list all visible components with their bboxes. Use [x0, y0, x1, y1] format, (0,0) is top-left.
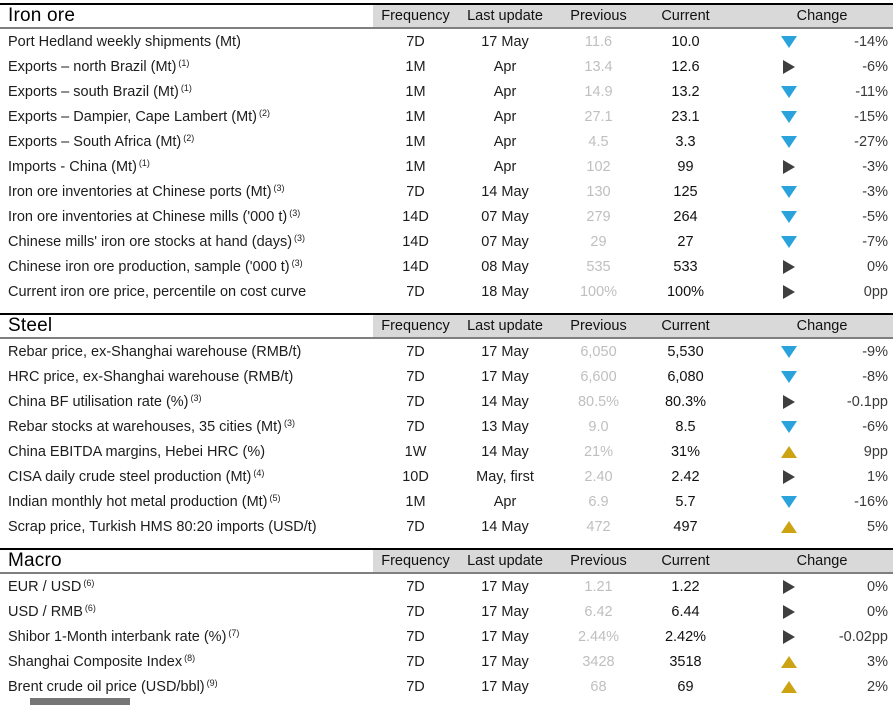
flat-arrow-icon: [779, 395, 799, 409]
indicator-label-text: Rebar stocks at warehouses, 35 cities (Mt): [8, 418, 282, 435]
column-header-band: [373, 5, 893, 27]
footnote-ref: (3): [284, 417, 295, 428]
change-value: 3%: [867, 653, 888, 670]
indicator-label-text: CISA daily crude steel production (Mt): [8, 468, 252, 485]
down-arrow-icon: [779, 236, 799, 248]
current-value: 2.42%: [664, 628, 707, 645]
current-value: 31%: [670, 443, 701, 460]
previous-value: 27.1: [584, 108, 613, 125]
current-value: 23.1: [671, 108, 700, 125]
section-header: [0, 548, 893, 574]
indicator-label-text: Indian monthly hot metal production (Mt): [8, 493, 268, 510]
indicator-label-text: Exports – south Brazil (Mt): [8, 83, 179, 100]
footnote-ref: (4): [253, 467, 265, 478]
indicator-label-text: USD / RMB: [8, 603, 83, 620]
indicator-label-text: Imports - China (Mt): [8, 158, 137, 175]
change-value: -8%: [862, 368, 888, 385]
frequency-value: 1M: [405, 83, 426, 100]
frequency-value: 7D: [406, 653, 425, 670]
column-header-previous: Previous: [570, 8, 627, 24]
change-value: -9%: [862, 343, 888, 360]
previous-value: 13.4: [584, 58, 613, 75]
current-value: 3.3: [675, 133, 696, 150]
previous-value: 68: [590, 678, 607, 695]
change-value: 0%: [867, 603, 888, 620]
footnote-ref: (6): [84, 602, 96, 613]
frequency-value: 7D: [406, 393, 425, 410]
current-value: 12.6: [671, 58, 700, 75]
up-arrow-icon: [779, 681, 799, 693]
previous-value: 6,050: [580, 343, 617, 360]
indicator-label: [0, 444, 373, 460]
section-header: [0, 313, 893, 339]
flat-arrow-icon: [779, 580, 799, 594]
column-header-last-update: Last update: [467, 318, 543, 334]
current-value: 27: [677, 233, 694, 250]
indicator-label: [0, 519, 373, 535]
previous-value: 21%: [583, 443, 614, 460]
indicator-label-text: Exports – South Africa (Mt): [8, 133, 182, 150]
previous-value: 472: [586, 518, 611, 535]
table-row: [0, 364, 893, 389]
change-value: 9pp: [863, 443, 888, 460]
indicator-label: [0, 419, 373, 435]
last-update-value: 17 May: [481, 603, 529, 620]
column-header-frequency: Frequency: [381, 8, 450, 24]
previous-value: 80.5%: [577, 393, 620, 410]
table-row: [0, 29, 893, 54]
frequency-value: 7D: [406, 183, 425, 200]
up-arrow-icon: [779, 446, 799, 458]
flat-arrow-icon: [779, 160, 799, 174]
current-value: 497: [673, 518, 698, 535]
current-value: 533: [673, 258, 698, 275]
change-cell: [726, 134, 893, 150]
indicator-label-text: EUR / USD: [8, 578, 82, 595]
change-value: -7%: [862, 233, 888, 250]
change-cell: [726, 654, 893, 670]
column-header-current: Current: [661, 553, 710, 569]
indicator-label: [0, 629, 373, 645]
indicator-label-text: Shanghai Composite Index: [8, 653, 183, 670]
indicator-label-text: Rebar price, ex-Shanghai warehouse (RMB/t): [8, 343, 302, 360]
previous-value: 9.0: [588, 418, 609, 435]
indicator-label: [0, 234, 373, 250]
change-cell: [726, 159, 893, 175]
footnote-ref: (1): [180, 82, 192, 93]
indicator-label: [0, 394, 373, 410]
table-row: [0, 649, 893, 674]
column-header-frequency: Frequency: [381, 318, 450, 334]
frequency-value: 14D: [402, 208, 429, 225]
last-update-value: Apr: [493, 83, 517, 100]
table-row: [0, 389, 893, 414]
down-arrow-icon: [779, 86, 799, 98]
flat-arrow-icon: [779, 470, 799, 484]
last-update-value: 08 May: [481, 258, 529, 275]
table-row: [0, 54, 893, 79]
table-row: [0, 279, 893, 304]
flat-arrow-icon: [779, 260, 799, 274]
change-value: 1%: [867, 468, 888, 485]
change-cell: [726, 519, 893, 535]
current-value: 3518: [669, 653, 702, 670]
current-value: 80.3%: [664, 393, 707, 410]
change-cell: [726, 284, 893, 300]
indicator-label-text: China BF utilisation rate (%): [8, 393, 189, 410]
previous-value: 6,600: [580, 368, 617, 385]
current-value: 1.22: [671, 578, 700, 595]
current-value: 6,080: [667, 368, 704, 385]
indicator-label-text: Brent crude oil price (USD/bbl): [8, 678, 205, 695]
frequency-value: 1M: [405, 158, 426, 175]
indicator-label: [0, 494, 373, 510]
table-row: [0, 229, 893, 254]
last-update-value: 17 May: [481, 33, 529, 50]
column-header-current: Current: [661, 8, 710, 24]
last-update-value: 13 May: [481, 418, 529, 435]
current-value: 8.5: [675, 418, 696, 435]
frequency-value: 7D: [406, 578, 425, 595]
change-value: -15%: [854, 108, 888, 125]
frequency-value: 14D: [402, 233, 429, 250]
change-value: -3%: [862, 183, 888, 200]
indicator-label: [0, 209, 373, 225]
table-row: [0, 414, 893, 439]
column-header-previous: Previous: [570, 318, 627, 334]
section-rows: [0, 339, 893, 539]
change-value: -16%: [854, 493, 888, 510]
previous-value: 14.9: [584, 83, 613, 100]
footnote-ref: (3): [294, 232, 306, 243]
indicator-label: [0, 654, 373, 670]
indicator-label: [0, 604, 373, 620]
change-cell: [726, 579, 893, 595]
current-value: 6.44: [671, 603, 700, 620]
table-row: [0, 179, 893, 204]
down-arrow-icon: [779, 136, 799, 148]
frequency-value: 1M: [405, 133, 426, 150]
indicator-label-text: Chinese mills' iron ore stocks at hand (days): [8, 233, 293, 250]
previous-value: 2.44%: [577, 628, 620, 645]
table-row: [0, 79, 893, 104]
indicator-label: [0, 344, 373, 360]
table-row: [0, 489, 893, 514]
current-value: 264: [673, 208, 698, 225]
section-title: Macro: [8, 550, 62, 571]
table-row: [0, 674, 893, 699]
footnote-ref: (1): [178, 57, 190, 68]
change-cell: [726, 34, 893, 50]
indicator-label-text: Scrap price, Turkish HMS 80:20 imports (USD/t): [8, 518, 317, 535]
last-update-value: 14 May: [481, 518, 529, 535]
footnote-ref: (8): [184, 652, 196, 663]
frequency-value: 7D: [406, 283, 425, 300]
frequency-value: 7D: [406, 33, 425, 50]
footnote-ref: (3): [190, 392, 202, 403]
indicator-label-text: Exports – north Brazil (Mt): [8, 58, 177, 75]
flat-arrow-icon: [779, 630, 799, 644]
column-header-previous: Previous: [570, 553, 627, 569]
footnote-ref: (7): [228, 627, 240, 638]
column-header-change: Change: [796, 553, 848, 569]
last-update-value: 17 May: [481, 653, 529, 670]
footnote-ref: (3): [273, 182, 285, 193]
last-update-value: Apr: [493, 493, 517, 510]
frequency-value: 1M: [405, 108, 426, 125]
change-cell: [726, 494, 893, 510]
flat-arrow-icon: [779, 605, 799, 619]
change-cell: [726, 444, 893, 460]
column-header-current: Current: [661, 318, 710, 334]
frequency-value: 7D: [406, 603, 425, 620]
frequency-value: 7D: [406, 678, 425, 695]
footnote-ref: (3): [289, 207, 301, 218]
change-value: -11%: [855, 83, 888, 100]
indicator-label-text: Chinese iron ore production, sample ('000 t): [8, 258, 290, 275]
indicator-label-text: HRC price, ex-Shanghai warehouse (RMB/t): [8, 368, 294, 385]
footnote-ref: (2): [259, 107, 271, 118]
last-update-value: Apr: [493, 133, 517, 150]
flat-arrow-icon: [779, 285, 799, 299]
previous-value: 102: [586, 158, 611, 175]
indicator-label-text: Port Hedland weekly shipments (Mt): [8, 33, 241, 50]
indicator-label-text: China EBITDA margins, Hebei HRC (%): [8, 443, 266, 460]
current-value: 2.42: [671, 468, 700, 485]
previous-value: 6.9: [588, 493, 609, 510]
previous-value: 2.40: [584, 468, 613, 485]
frequency-value: 7D: [406, 343, 425, 360]
indicator-label: [0, 34, 373, 50]
table-row: [0, 599, 893, 624]
footnote-ref: (3): [291, 257, 303, 268]
change-cell: [726, 469, 893, 485]
change-value: 0%: [867, 578, 888, 595]
indicator-label: [0, 369, 373, 385]
section: [0, 3, 893, 304]
current-value: 125: [673, 183, 698, 200]
table-row: [0, 104, 893, 129]
previous-value: 3428: [582, 653, 615, 670]
table-row: [0, 129, 893, 154]
indicator-label: [0, 679, 373, 695]
previous-value: 100%: [579, 283, 618, 300]
indicator-label-text: Current iron ore price, percentile on cost curve: [8, 283, 307, 300]
last-update-value: Apr: [493, 108, 517, 125]
indicator-label: [0, 84, 373, 100]
frequency-value: 14D: [402, 258, 429, 275]
last-update-value: 17 May: [481, 628, 529, 645]
down-arrow-icon: [779, 496, 799, 508]
down-arrow-icon: [779, 421, 799, 433]
change-cell: [726, 109, 893, 125]
change-value: -6%: [862, 58, 888, 75]
change-value: -0.1pp: [846, 393, 888, 410]
frequency-value: 1M: [405, 58, 426, 75]
previous-value: 279: [586, 208, 611, 225]
table-row: [0, 624, 893, 649]
previous-value: 29: [590, 233, 607, 250]
last-update-value: 17 May: [481, 678, 529, 695]
table-row: [0, 339, 893, 364]
indicator-label: [0, 579, 373, 595]
previous-value: 130: [586, 183, 611, 200]
indicator-label: [0, 259, 373, 275]
indicator-label-text: Shibor 1-Month interbank rate (%): [8, 628, 227, 645]
down-arrow-icon: [779, 111, 799, 123]
change-value: 2%: [867, 678, 888, 695]
indicator-label: [0, 59, 373, 75]
column-header-last-update: Last update: [467, 8, 543, 24]
last-update-value: Apr: [493, 58, 517, 75]
change-cell: [726, 604, 893, 620]
section-title: Steel: [8, 315, 53, 336]
footnote-ref: (5): [269, 492, 281, 503]
up-arrow-icon: [779, 656, 799, 668]
change-cell: [726, 184, 893, 200]
table-row: [0, 439, 893, 464]
last-update-value: 14 May: [481, 183, 529, 200]
section: [0, 313, 893, 539]
frequency-value: 7D: [406, 628, 425, 645]
footnote-ref: (6): [83, 577, 95, 588]
section-rows: [0, 29, 893, 304]
current-value: 100%: [666, 283, 705, 300]
indicator-label: [0, 469, 373, 485]
section-header: [0, 3, 893, 29]
column-header-band: [373, 550, 893, 572]
table-row: [0, 154, 893, 179]
column-header-change: Change: [796, 318, 848, 334]
last-update-value: 18 May: [481, 283, 529, 300]
previous-value: 535: [586, 258, 611, 275]
change-cell: [726, 419, 893, 435]
last-update-value: 14 May: [481, 443, 529, 460]
change-cell: [726, 84, 893, 100]
indicator-label-text: Exports – Dampier, Cape Lambert (Mt): [8, 108, 258, 125]
indicator-label: [0, 109, 373, 125]
indicator-label: [0, 159, 373, 175]
last-update-value: Apr: [493, 158, 517, 175]
last-update-value: 07 May: [481, 208, 529, 225]
change-cell: [726, 369, 893, 385]
last-update-value: May, first: [476, 468, 534, 485]
frequency-value: 7D: [406, 518, 425, 535]
current-value: 99: [677, 158, 694, 175]
change-value: 0pp: [863, 283, 888, 300]
table-row: [0, 514, 893, 539]
last-update-value: 17 May: [481, 368, 529, 385]
current-value: 5,530: [667, 343, 704, 360]
table-row: [0, 574, 893, 599]
down-arrow-icon: [779, 36, 799, 48]
frequency-value: 10D: [402, 468, 429, 485]
current-value: 5.7: [675, 493, 696, 510]
section: [0, 548, 893, 699]
change-cell: [726, 394, 893, 410]
flat-arrow-icon: [779, 60, 799, 74]
frequency-value: 7D: [406, 368, 425, 385]
table-row: [0, 204, 893, 229]
frequency-value: 1M: [405, 493, 426, 510]
change-cell: [726, 629, 893, 645]
table-row: [0, 254, 893, 279]
down-arrow-icon: [779, 371, 799, 383]
indicator-table: [0, 3, 893, 699]
change-value: -27%: [854, 133, 888, 150]
footnote-ref: (2): [183, 132, 195, 143]
change-cell: [726, 679, 893, 695]
down-arrow-icon: [779, 346, 799, 358]
change-cell: [726, 234, 893, 250]
indicator-label-text: Iron ore inventories at Chinese ports (Mt): [8, 183, 272, 200]
table-row: [0, 464, 893, 489]
frequency-value: 1W: [404, 443, 427, 460]
previous-value: 6.42: [584, 603, 613, 620]
down-arrow-icon: [779, 211, 799, 223]
change-cell: [726, 344, 893, 360]
change-value: -5%: [862, 208, 888, 225]
change-value: -6%: [862, 418, 888, 435]
previous-value: 1.21: [584, 578, 613, 595]
previous-value: 4.5: [588, 133, 609, 150]
section-title: Iron ore: [8, 5, 76, 26]
change-cell: [726, 259, 893, 275]
change-value: -0.02pp: [838, 628, 888, 645]
indicator-label: [0, 184, 373, 200]
current-value: 69: [677, 678, 694, 695]
current-value: 13.2: [671, 83, 700, 100]
last-update-value: 14 May: [481, 393, 529, 410]
change-value: -14%: [854, 33, 888, 50]
footnote-ref: (1): [138, 157, 150, 168]
down-arrow-icon: [779, 186, 799, 198]
column-header-band: [373, 315, 893, 337]
section-rows: [0, 574, 893, 699]
cropped-next-section-bar-fragment: [30, 698, 130, 705]
last-update-value: 17 May: [481, 343, 529, 360]
previous-value: 11.6: [584, 33, 613, 50]
change-value: 0%: [867, 258, 888, 275]
change-cell: [726, 59, 893, 75]
column-header-frequency: Frequency: [381, 553, 450, 569]
footnote-ref: (9): [206, 677, 218, 688]
change-cell: [726, 209, 893, 225]
last-update-value: 07 May: [481, 233, 529, 250]
indicator-label: [0, 134, 373, 150]
frequency-value: 7D: [406, 418, 425, 435]
indicator-label-text: Iron ore inventories at Chinese mills ('000 t): [8, 208, 288, 225]
last-update-value: 17 May: [481, 578, 529, 595]
up-arrow-icon: [779, 521, 799, 533]
change-value: 5%: [867, 518, 888, 535]
indicator-label: [0, 284, 373, 300]
current-value: 10.0: [671, 33, 700, 50]
column-header-change: Change: [796, 8, 848, 24]
change-value: -3%: [862, 158, 888, 175]
column-header-last-update: Last update: [467, 553, 543, 569]
